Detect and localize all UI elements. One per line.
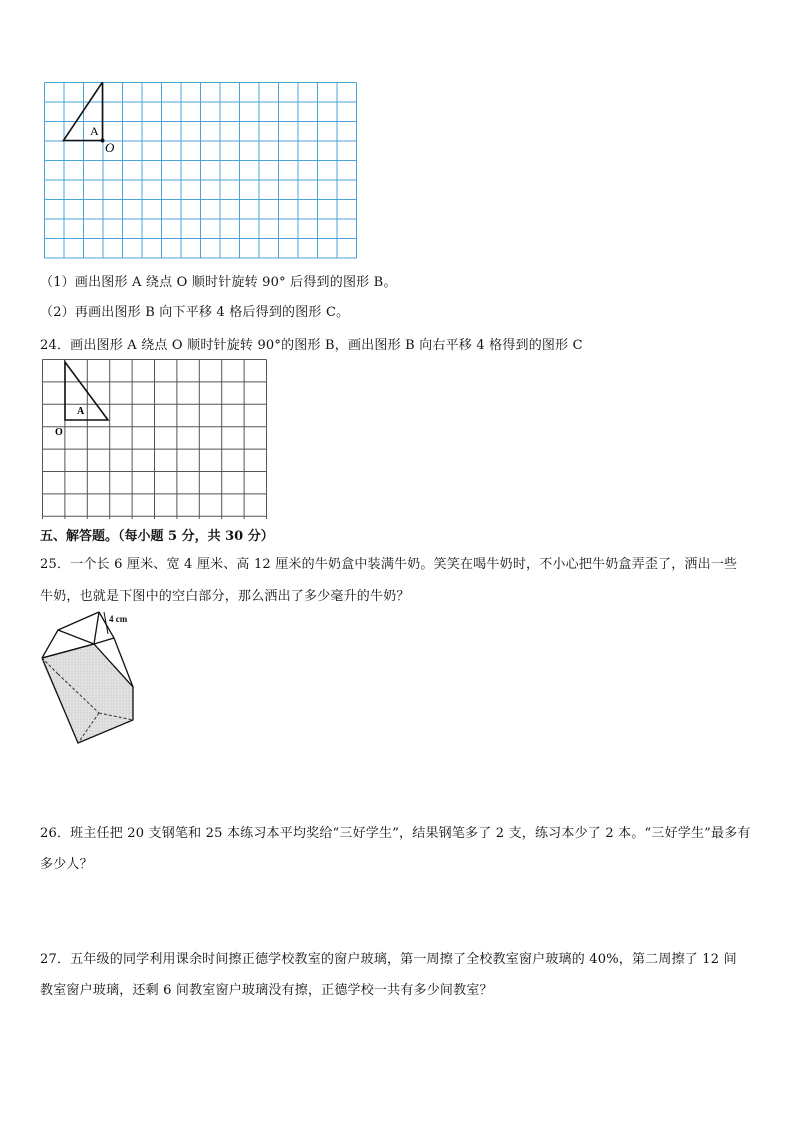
q25-line-2: 牛奶，也就是下图中的空白部分，那么洒出了多少毫升的牛奶？ (40, 589, 410, 604)
q24-label-a: A (77, 406, 85, 417)
q23-point-o-dot (101, 139, 105, 143)
q24-label-o: O (55, 427, 63, 438)
q23-subquestion-2: （2）再画出图形 B 向下平移 4 格后得到的图形 C。 (40, 305, 350, 320)
q24-question-text: 24．画出图形 A 绕点 O 顺时针旋转 90°的图形 B，画出图形 B 向右平移 4 格得到的图形 C (40, 338, 583, 353)
q26-line-2: 多少人？ (40, 857, 93, 872)
q23-subquestion-1: （1）画出图形 A 绕点 O 顺时针旋转 90° 后得到的图形 B。 (40, 275, 397, 290)
q27-line-1: 27．五年级的同学利用课余时间擦正德学校教室的窗户玻璃，第一周擦了全校教室窗户玻璃的 40%，第二周擦了 12 间 (40, 952, 737, 967)
q23-grid (45, 83, 357, 259)
q23-grid-figure (44, 82, 360, 259)
q27-line-2: 教室窗户玻璃，还剩 6 间教室窗户玻璃没有擦，正德学校一共有多少间教室？ (40, 983, 493, 998)
q25-milk-region-2 (42, 644, 133, 743)
q25-figure-label: 4 cm (109, 614, 128, 624)
q24-grid-figure (42, 359, 270, 519)
q23-label-o: O (105, 140, 115, 155)
q23-label-a: A (90, 124, 99, 138)
q24-triangle-a (65, 362, 108, 420)
q25-line-1: 25．一个长 6 厘米、宽 4 厘米、高 12 厘米的牛奶盒中装满牛奶。笑笑在喝牛奶时，不小心把牛奶盒弄歪了，洒出一些 (40, 557, 738, 572)
section-5-heading: 五、解答题。（每小题 5 分，共 30 分） (40, 529, 274, 544)
q24-grid (43, 360, 267, 520)
q26-line-1: 26．班主任把 20 支钢笔和 25 本练习本平均奖给“三好学生”，结果钢笔多了 2 支，练习本少了 2 本。“三好学生”最多有 (40, 826, 751, 841)
q25-milk-box-figure (38, 610, 148, 750)
